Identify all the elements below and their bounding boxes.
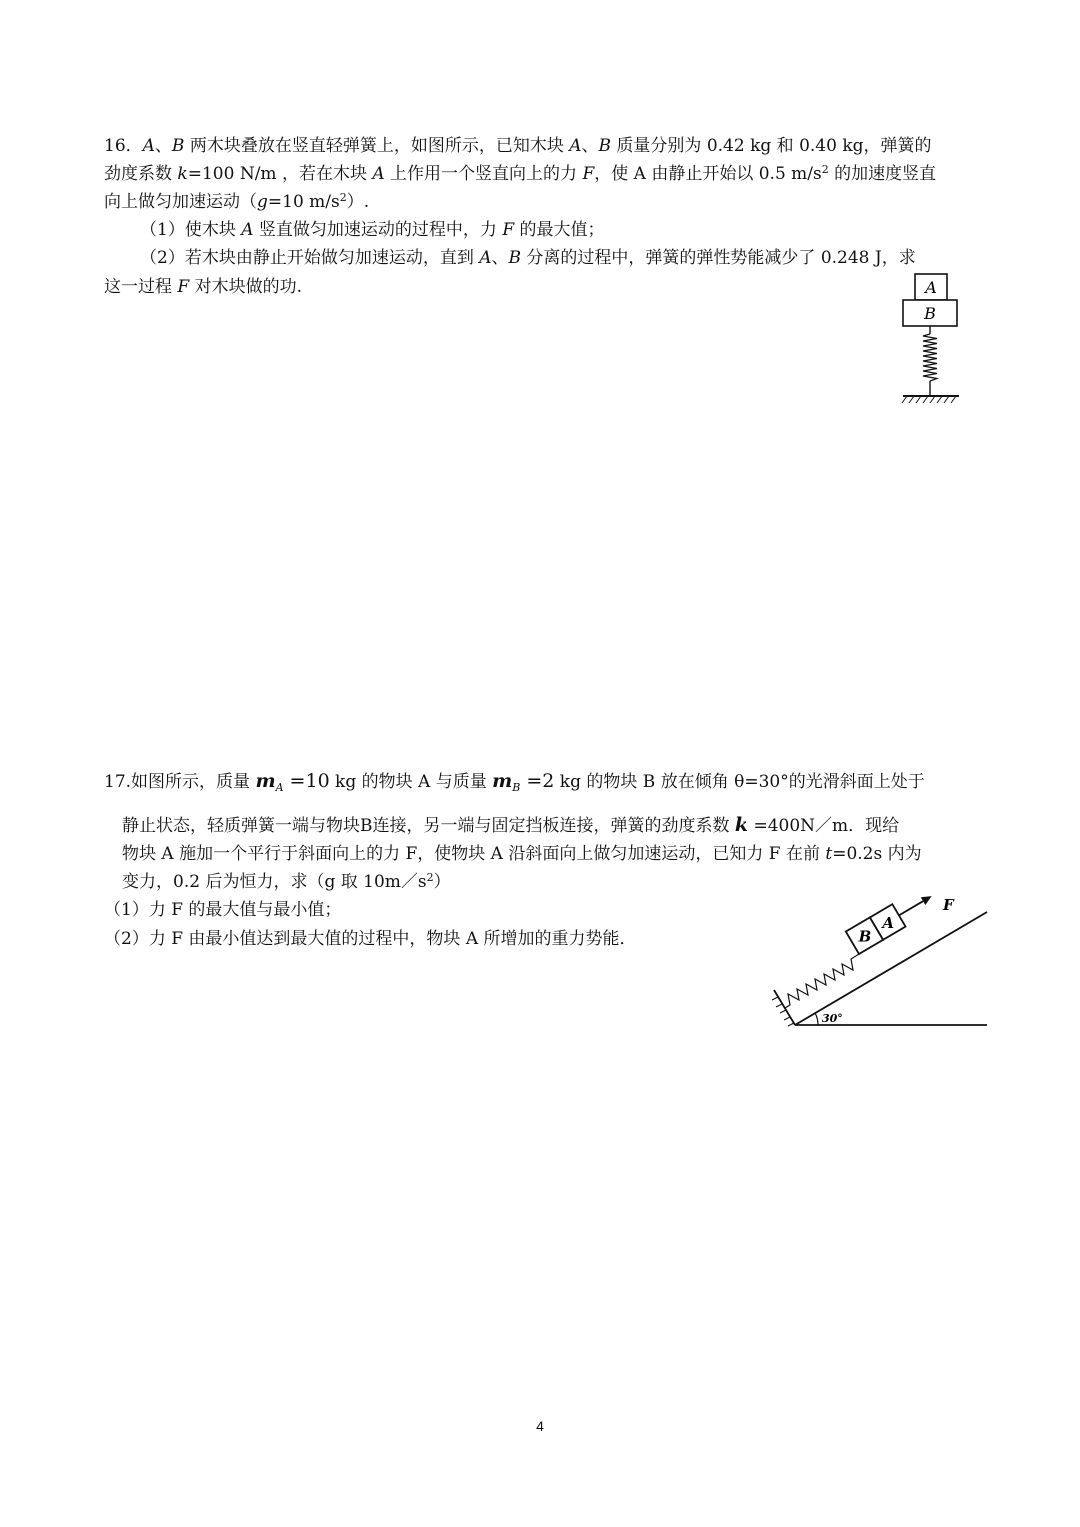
text: =10 bbox=[283, 770, 330, 792]
text: 2 bbox=[426, 871, 434, 884]
text: =100 N/m ，若在木块 bbox=[187, 164, 373, 184]
q17-line-4 bbox=[122, 869, 451, 895]
text: （1）使木块 bbox=[140, 220, 242, 240]
q16-line-2 bbox=[104, 161, 936, 187]
q16-line-1 bbox=[104, 133, 932, 159]
text: g bbox=[257, 192, 268, 212]
q16-spring-figure bbox=[895, 270, 970, 410]
text: k bbox=[734, 814, 749, 836]
text: F bbox=[177, 277, 190, 297]
spring-coil bbox=[923, 334, 937, 381]
page-number: 4 bbox=[536, 1418, 544, 1434]
incline-spring bbox=[785, 954, 859, 1008]
text: 的加速度竖直 bbox=[828, 164, 937, 184]
text: 、 bbox=[491, 248, 509, 268]
q16-line-6 bbox=[104, 274, 302, 300]
text: A bbox=[479, 248, 492, 268]
text: 分离的过程中，弹簧的弹性势能减少了 0.248 J，求 bbox=[521, 248, 916, 268]
text: 两木块叠放在竖直轻弹簧上，如图所示，已知木块 bbox=[184, 136, 570, 156]
text: 对木块做的功. bbox=[189, 277, 303, 297]
text: 竖直做匀加速运动的过程中，力 bbox=[253, 220, 503, 240]
text: ） bbox=[433, 872, 451, 892]
text: A bbox=[142, 136, 155, 156]
text: 质量分别为 0.42 kg 和 0.40 kg，弹簧的 bbox=[611, 136, 932, 156]
q17-part-1: （1）力 F 的最大值与最小值； bbox=[104, 900, 342, 920]
text: 上作用一个竖直向上的力 bbox=[384, 164, 583, 184]
text: 、 bbox=[154, 136, 172, 156]
text: 的最大值； bbox=[514, 220, 605, 240]
text: A bbox=[241, 220, 254, 240]
text: ，使 A 由静止开始以 0.5 m/s bbox=[594, 164, 822, 184]
angle-arc bbox=[815, 1013, 818, 1025]
text: 变力，0.2 后为恒力，求（g 取 10m／s bbox=[122, 872, 427, 892]
q16-number: 16． bbox=[104, 136, 143, 156]
text: =2 bbox=[520, 770, 555, 792]
text: m bbox=[255, 770, 276, 792]
q17-part-2: （2）力 F 由最小值达到最大值的过程中，物块 A 所增加的重力势能． bbox=[104, 929, 637, 949]
q17-incline-figure bbox=[768, 892, 993, 1032]
q17-line-3 bbox=[122, 841, 922, 867]
text: 2 bbox=[821, 163, 829, 176]
wall-hatch bbox=[772, 997, 794, 1026]
text: B bbox=[508, 248, 522, 268]
text: 静止状态，轻质弹簧一端与物块B连接，另一端与固定挡板连接，弹簧的劲度系数 bbox=[122, 816, 735, 836]
force-arrow-shaft bbox=[899, 901, 923, 915]
text: A bbox=[275, 781, 284, 794]
text: 这一过程 bbox=[104, 277, 178, 297]
text: kg 的物块 B 放在倾角 θ=30°的光滑斜面上处于 bbox=[554, 772, 925, 792]
text: A bbox=[569, 136, 582, 156]
text: t bbox=[825, 844, 833, 864]
text: 物块 A 施加一个平行于斜面向上的力 F，使物块 A 沿斜面向上做匀加速运动，已知力 F 在前 bbox=[122, 844, 826, 864]
text: 、 bbox=[581, 136, 599, 156]
block-b-label: B bbox=[858, 927, 872, 946]
text: kg 的物块 A 与质量 bbox=[329, 772, 493, 792]
ground-hatch bbox=[902, 396, 956, 403]
block-a-label: A bbox=[882, 913, 895, 932]
q17-number: 17.如图所示，质量 bbox=[104, 772, 256, 792]
text: 劲度系数 bbox=[104, 164, 178, 184]
q16-part-2 bbox=[140, 245, 916, 271]
text: m bbox=[492, 770, 513, 792]
text: （2）若木块由静止开始做匀加速运动，直到 bbox=[140, 248, 480, 268]
text: F bbox=[582, 164, 595, 184]
text: B bbox=[171, 136, 185, 156]
text: B bbox=[598, 136, 612, 156]
text: B bbox=[512, 781, 521, 794]
text: =400N／m．现给 bbox=[748, 816, 900, 836]
block-a-label: A bbox=[925, 278, 937, 297]
text: F bbox=[502, 220, 515, 240]
block-b-label: B bbox=[924, 304, 936, 323]
force-arrow-head bbox=[921, 892, 934, 905]
text: A bbox=[372, 164, 385, 184]
q16-part-1 bbox=[140, 217, 605, 243]
text: 向上做匀加速运动（ bbox=[104, 192, 257, 212]
text: 2 bbox=[339, 191, 347, 204]
q17-line-1 bbox=[104, 768, 925, 795]
text: ）. bbox=[346, 192, 370, 212]
angle-label: 30° bbox=[822, 1012, 843, 1025]
force-label: F bbox=[943, 896, 954, 914]
text: k bbox=[177, 164, 188, 184]
q16-line-3 bbox=[104, 189, 369, 215]
q17-line-2 bbox=[122, 812, 899, 839]
text: =0.2s 内为 bbox=[832, 844, 922, 864]
text: =10 m/s bbox=[267, 192, 340, 212]
